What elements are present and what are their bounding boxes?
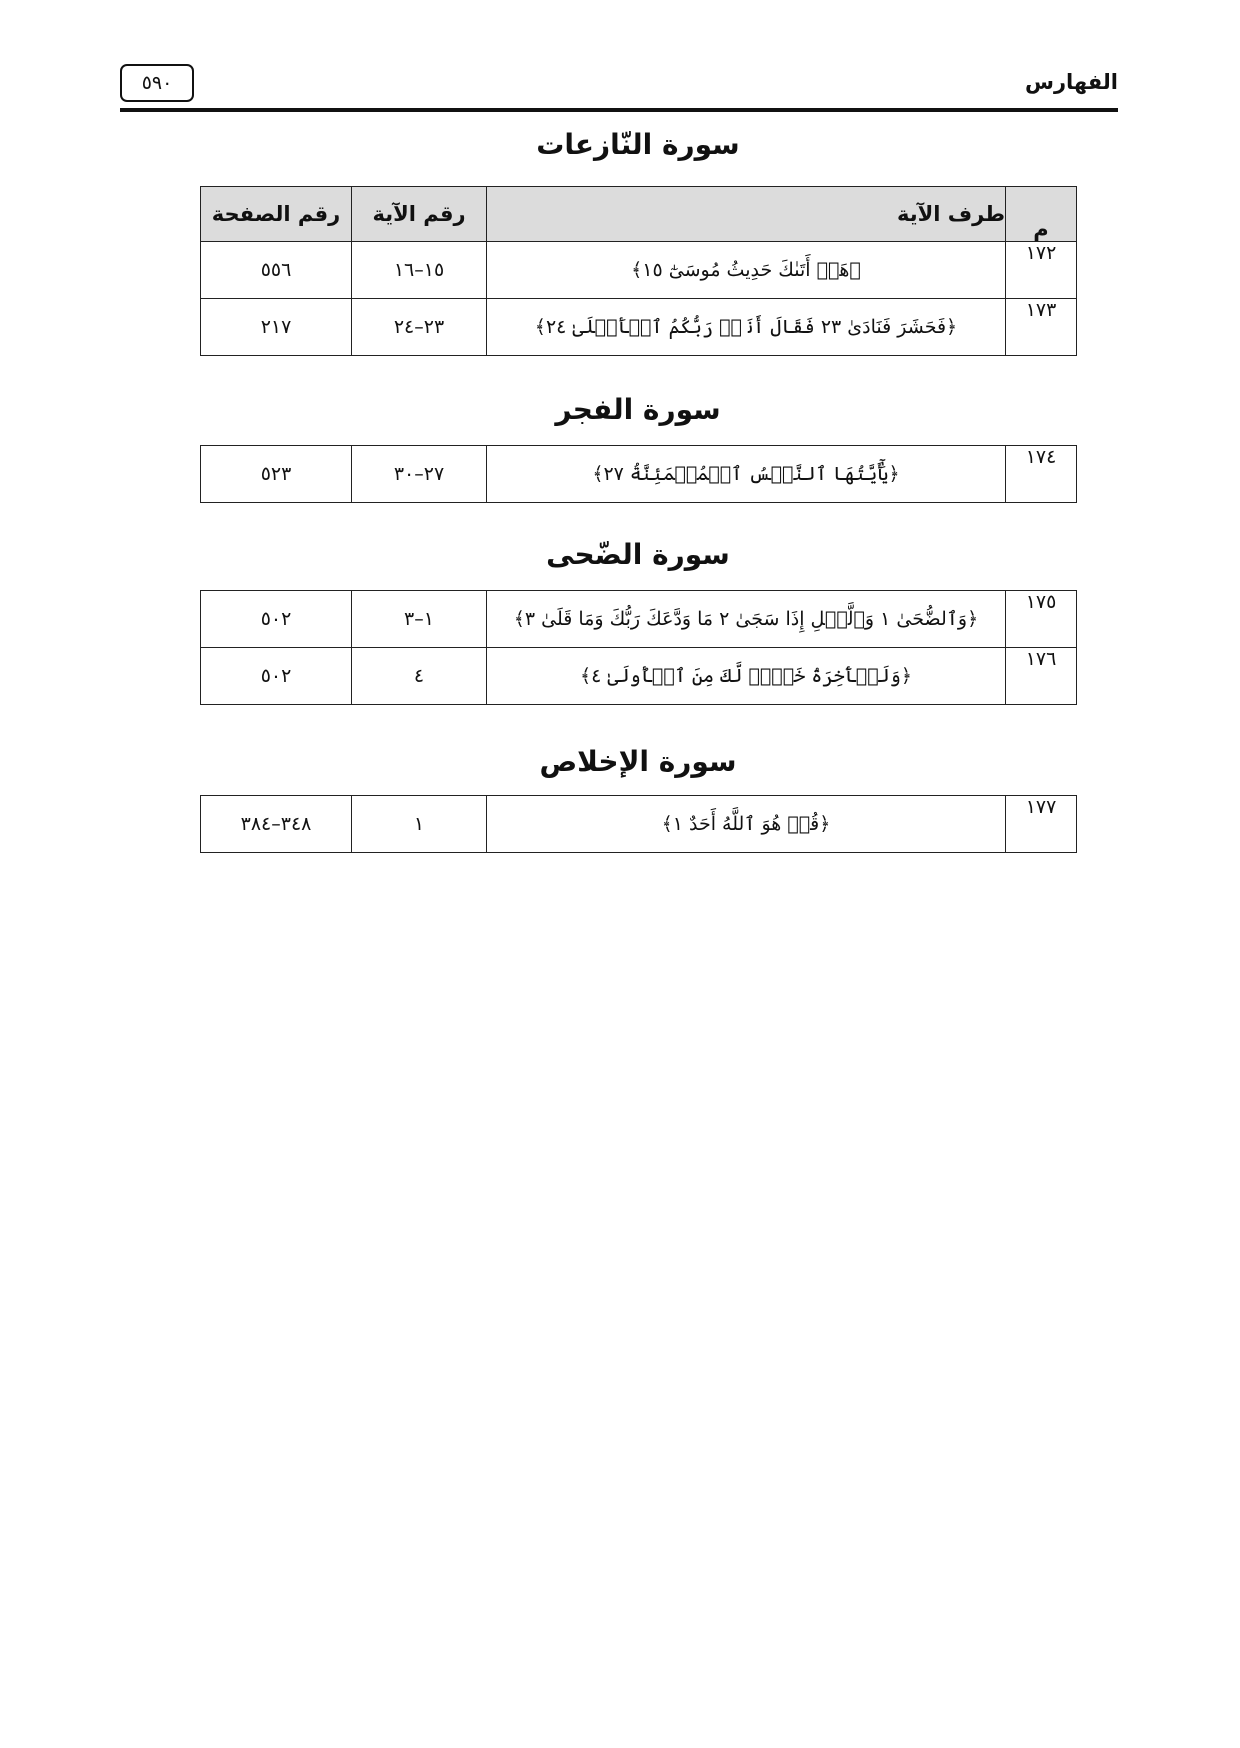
page-reference: ٥٢٣ bbox=[201, 446, 352, 503]
page-reference: ٢١٧ bbox=[201, 299, 352, 356]
column-header-ayah-number: رقم الآية bbox=[352, 187, 487, 242]
ayah-number: ١ bbox=[352, 796, 487, 853]
row-number: ١٧٧ bbox=[1006, 796, 1077, 853]
verse-index-table bbox=[200, 590, 1077, 705]
surah-title: سورة الضّحى bbox=[546, 538, 730, 571]
verse-text: ﴿فَحَشَرَ فَنَادَىٰ ٢٣ فَقَالَ أَنَا۠ رَبُّكُمُ ٱلۡأَعۡلَىٰ ٢٤﴾ bbox=[487, 299, 1006, 356]
surah-title: سورة الإخلاص bbox=[539, 745, 737, 778]
table-header-row bbox=[201, 187, 1077, 242]
table-row bbox=[201, 591, 1077, 648]
table-row bbox=[201, 299, 1077, 356]
row-number: ١٧٤ bbox=[1006, 446, 1077, 503]
ayah-number: ١٥–١٦ bbox=[352, 242, 487, 299]
verse-text: ﴿يَٰٓأَيَّتُهَا ٱلنَّفۡسُ ٱلۡمُطۡمَئِنَّةُ ٢٧﴾ bbox=[487, 446, 1006, 503]
row-number: ١٧٦ bbox=[1006, 648, 1077, 705]
verse-index-table bbox=[200, 445, 1077, 503]
page-header bbox=[120, 58, 1118, 112]
ayah-number: ١–٣ bbox=[352, 591, 487, 648]
surah-title: سورة النّازعات bbox=[536, 128, 740, 161]
row-number: ١٧٥ bbox=[1006, 591, 1077, 648]
verse-text: ﴿قُلۡ هُوَ ٱللَّهُ أَحَدٌ ١﴾ bbox=[487, 796, 1006, 853]
verse-text: ﴿هَلۡ أَتَىٰكَ حَدِيثُ مُوسَىٰٓ ١٥﴾ bbox=[487, 242, 1006, 299]
page-reference: ٥٥٦ bbox=[201, 242, 352, 299]
table-row bbox=[201, 796, 1077, 853]
verse-text: ﴿وَٱلضُّحَىٰ ١ وَٱلَّيۡلِ إِذَا سَجَىٰ ٢ مَا وَدَّعَكَ رَبُّكَ وَمَا قَلَىٰ ٣﴾ bbox=[487, 591, 1006, 648]
column-header-verse: طرف الآية bbox=[487, 187, 1006, 242]
surah-title: سورة الفجر bbox=[555, 393, 721, 426]
page-reference: ٥٠٢ bbox=[201, 591, 352, 648]
verse-index-table bbox=[200, 186, 1077, 356]
ayah-number: ٢٧–٣٠ bbox=[352, 446, 487, 503]
verse-text: ﴿وَلَلۡأٓخِرَةُ خَيۡرٞ لَّكَ مِنَ ٱلۡأُولَىٰ ٤﴾ bbox=[487, 648, 1006, 705]
running-title: الفهارس bbox=[1024, 70, 1118, 94]
ayah-number: ٤ bbox=[352, 648, 487, 705]
table-row bbox=[201, 446, 1077, 503]
table-row bbox=[201, 648, 1077, 705]
page-reference: ٥٠٢ bbox=[201, 648, 352, 705]
row-number: ١٧٢ bbox=[1006, 242, 1077, 299]
page-number: ٥٩٠ bbox=[120, 64, 194, 102]
column-header-page-number: رقم الصفحة bbox=[201, 187, 352, 242]
column-header-number: م bbox=[1006, 187, 1077, 242]
table-row bbox=[201, 242, 1077, 299]
row-number: ١٧٣ bbox=[1006, 299, 1077, 356]
page-reference: ٣٤٨–٣٨٤ bbox=[201, 796, 352, 853]
verse-index-table bbox=[200, 795, 1077, 853]
ayah-number: ٢٣–٢٤ bbox=[352, 299, 487, 356]
